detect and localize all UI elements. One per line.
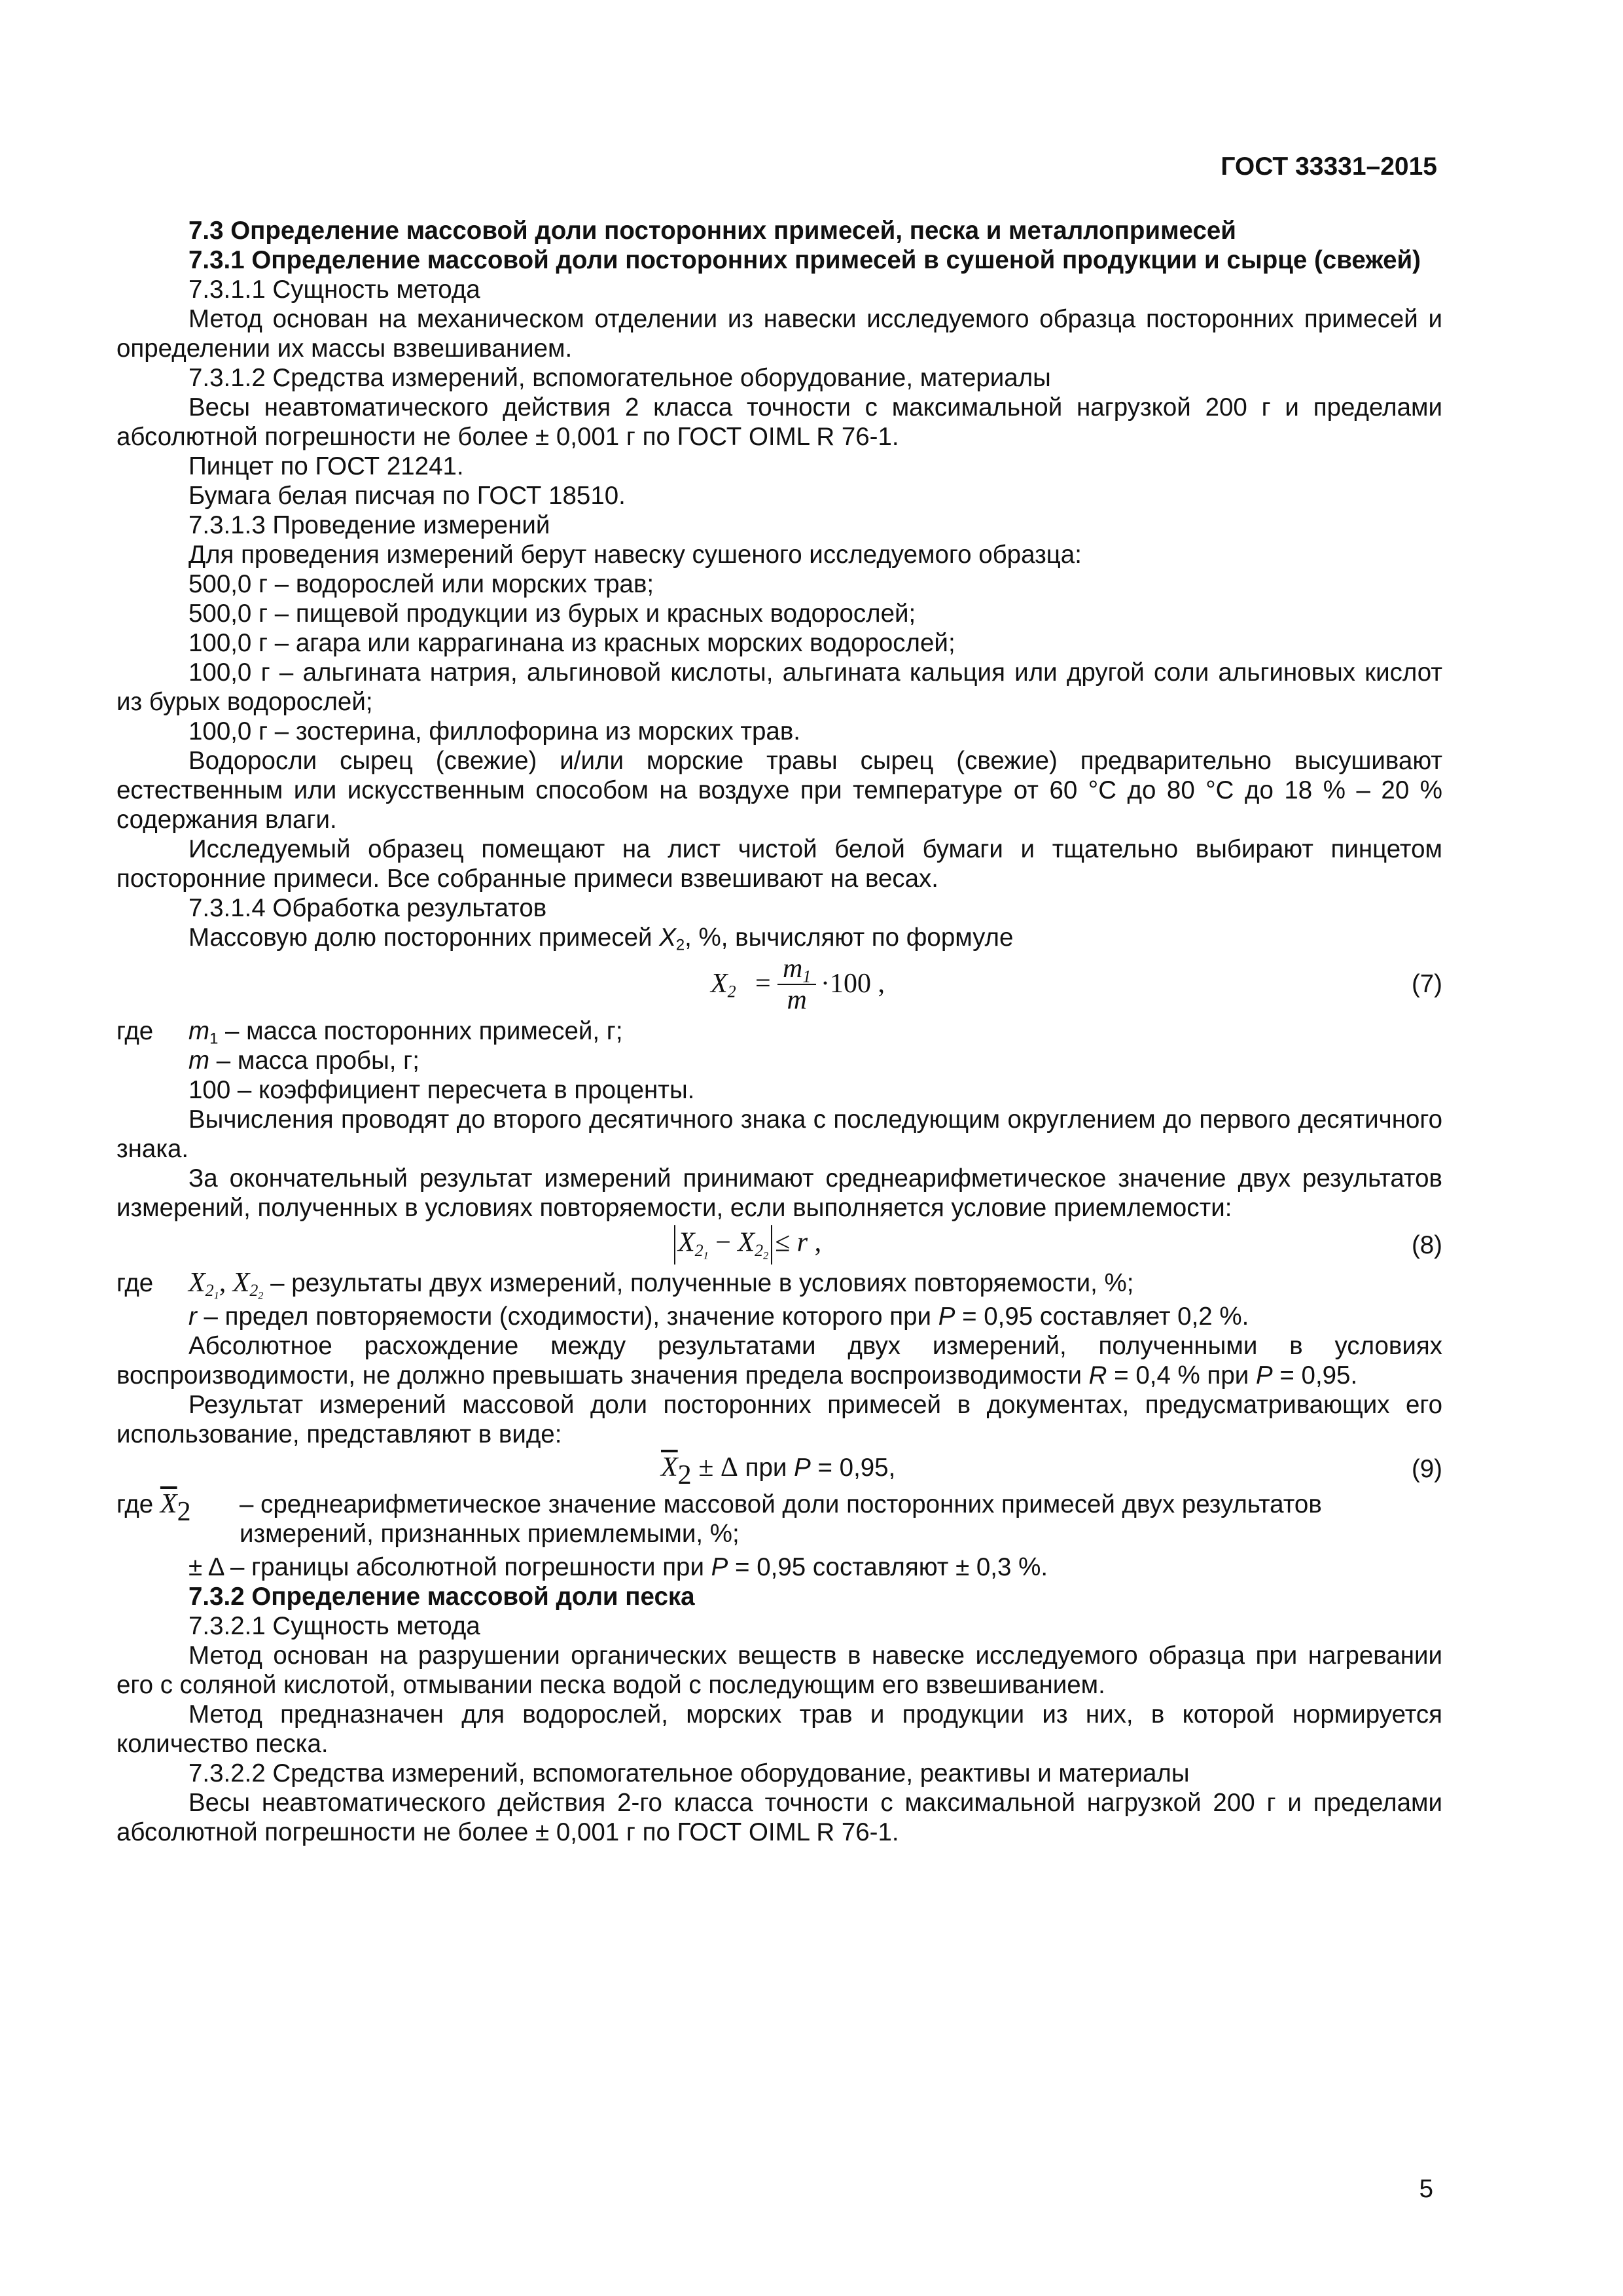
section-7-3-1-2-heading: 7.3.1.2 Средства измерений, вспомогательное оборудование, материалы (188, 364, 1051, 392)
paragraph-sample-intro: Для проведения измерений берут навеску сушеного исследуемого образца: (188, 541, 1082, 569)
paragraph-tweezers: Пинцет по ГОСТ 21241. (188, 452, 464, 480)
section-7-3-2-2-heading: 7.3.2.2 Средства измерений, вспомогательное оборудование, реактивы и материалы (188, 1759, 1190, 1787)
section-7-3-1-1-heading: 7.3.1.1 Сущность метода (188, 276, 480, 304)
paragraph-scales: Весы неавтоматического действия 2 класса точности с максимальной нагрузкой 200 г и пределами абсолютной погрешности не более ± 0,001 г по ГОСТ OIML R 76-1. (116, 393, 1442, 451)
where-x2-mean: где $\overline{X}_2$ – среднеарифметическое значение массовой доли посторонних примесей двух результатов измерений, признанных приемлемыми, %; (116, 1489, 1322, 1548)
where-x21-x22: где $X_{2_1}$, $X_{2_2}$ – результаты двух измерений, полученные в условиях повторяемости, %; (116, 1268, 1134, 1302)
paragraph-sand-purpose: Метод предназначен для водорослей, морских трав и продукции из них, в которой нормируется количество песка. (116, 1700, 1442, 1758)
paragraph-reproducibility: Абсолютное расхождение между результатами двух измерений, полученными в условиях воспроизводимости, не должно превышать значения предела воспроизводимости R = 0,4 % при P = 0,95. (116, 1332, 1442, 1390)
formula-7-number: (7) (1411, 970, 1442, 998)
where-r: r – предел повторяемости (сходимости), значение которого при P = 0,95 составляет 0,2 %. (188, 1302, 1249, 1331)
formula-9 (116, 1449, 1442, 1490)
page-number: 5 (1419, 2175, 1433, 2203)
list-item-sample-2: 500,0 г – пищевой продукции из бурых и красных водорослей; (188, 600, 916, 628)
formula-7-tail: ·100 , (821, 969, 885, 999)
section-7-3-2-heading: 7.3.2 Определение массовой доли песка (188, 1583, 695, 1611)
formula-7 (116, 952, 1442, 1016)
section-7-3-1-3-heading: 7.3.1.3 Проведение измерений (188, 511, 550, 539)
where-m: m – масса пробы, г; (188, 1047, 419, 1075)
formula-8 (116, 1223, 1442, 1268)
page-content (116, 216, 1442, 1847)
list-item-sample-1: 500,0 г – водорослей или морских трав; (188, 570, 654, 598)
where-m1: где $m_1$ – масса посторонних примесей, г; (116, 1017, 623, 1048)
list-item-sample-5: 100,0 г – зостерина, филлофорина из морских трав. (188, 717, 800, 745)
section-7-3-2-1-heading: 7.3.2.1 Сущность метода (188, 1612, 480, 1640)
formula-7-lhs: $X_2$ (711, 969, 736, 1001)
list-item-sample-4: 100,0 г – альгината натрия, альгиновой кислоты, альгината кальция или другой соли альгиновых кислот из бурых водорослей; (116, 658, 1442, 716)
formula-8-expression: $X_{2_1} - X_{2_2} \le r$ , (671, 1225, 821, 1265)
formula-9-expression: $\overline{X}_2 \pm \Delta$ при P = 0,95, (661, 1452, 896, 1490)
paragraph-rounding: Вычисления проводят до второго десятичного знака с последующим округлением до первого десятичного знака. (116, 1105, 1442, 1163)
paragraph-sand-method: Метод основан на разрушении органических веществ в навеске исследуемого образца при нагревании его с соляной кислотой, отмывании песка водой с последующим его взвешиванием. (116, 1641, 1442, 1699)
paragraph-picking: Исследуемый образец помещают на лист чистой белой бумаги и тщательно выбирают пинцетом посторонние примеси. Все собранные примеси взвешивают на весах. (116, 835, 1442, 893)
paragraph-method-essence: Метод основан на механическом отделении из навески исследуемого образца посторонних примесей и определении их массы взвешиванием. (116, 305, 1442, 363)
where-delta: ± Δ – границы абсолютной погрешности при P = 0,95 составляют ± 0,3 %. (188, 1553, 1048, 1581)
paragraph-formula-intro: Массовую долю посторонних примесей $X_2$, %, вычисляют по формуле (188, 924, 1014, 954)
formula-7-equals: = (755, 969, 771, 999)
formula-7-fraction: $\frac{m_1}{m}$ (777, 954, 816, 1015)
paragraph-final-result: За окончательный результат измерений принимают среднеарифметическое значение двух результатов измерений, полученных в условиях повторяемости, если выполняется условие приемлемости: (116, 1164, 1442, 1222)
section-7-3-heading: 7.3 Определение массовой доли посторонних примесей, песка и металлопримесей (188, 217, 1236, 245)
formula-9-number: (9) (1411, 1455, 1442, 1483)
paragraph-result-form: Результат измерений массовой доли посторонних примесей в документах, предусматривающих его использование, представляют в виде: (116, 1391, 1442, 1448)
formula-8-number: (8) (1411, 1231, 1442, 1259)
section-7-3-1-heading: 7.3.1 Определение массовой доли посторонних примесей в сушеной продукции и сырце (свежей) (188, 246, 1421, 274)
where-100: 100 – коэффициент пересчета в проценты. (188, 1076, 695, 1104)
standard-designation: ГОСТ 33331–2015 (1221, 152, 1437, 181)
list-item-sample-3: 100,0 г – агара или каррагинана из красных морских водорослей; (188, 629, 955, 657)
paragraph-paper: Бумага белая писчая по ГОСТ 18510. (188, 482, 626, 510)
section-7-3-1-4-heading: 7.3.1.4 Обработка результатов (188, 894, 547, 922)
paragraph-sand-scales: Весы неавтоматического действия 2-го класса точности с максимальной нагрузкой 200 г и пределами абсолютной погрешности не более ± 0,001 г по ГОСТ OIML R 76-1. (116, 1789, 1442, 1846)
paragraph-drying: Водоросли сырец (свежие) и/или морские травы сырец (свежие) предварительно высушивают естественным или искусственным способом на воздухе при температуре от 60 °С до 80 °С до 18 % – 20 % содержания влаги. (116, 747, 1442, 834)
